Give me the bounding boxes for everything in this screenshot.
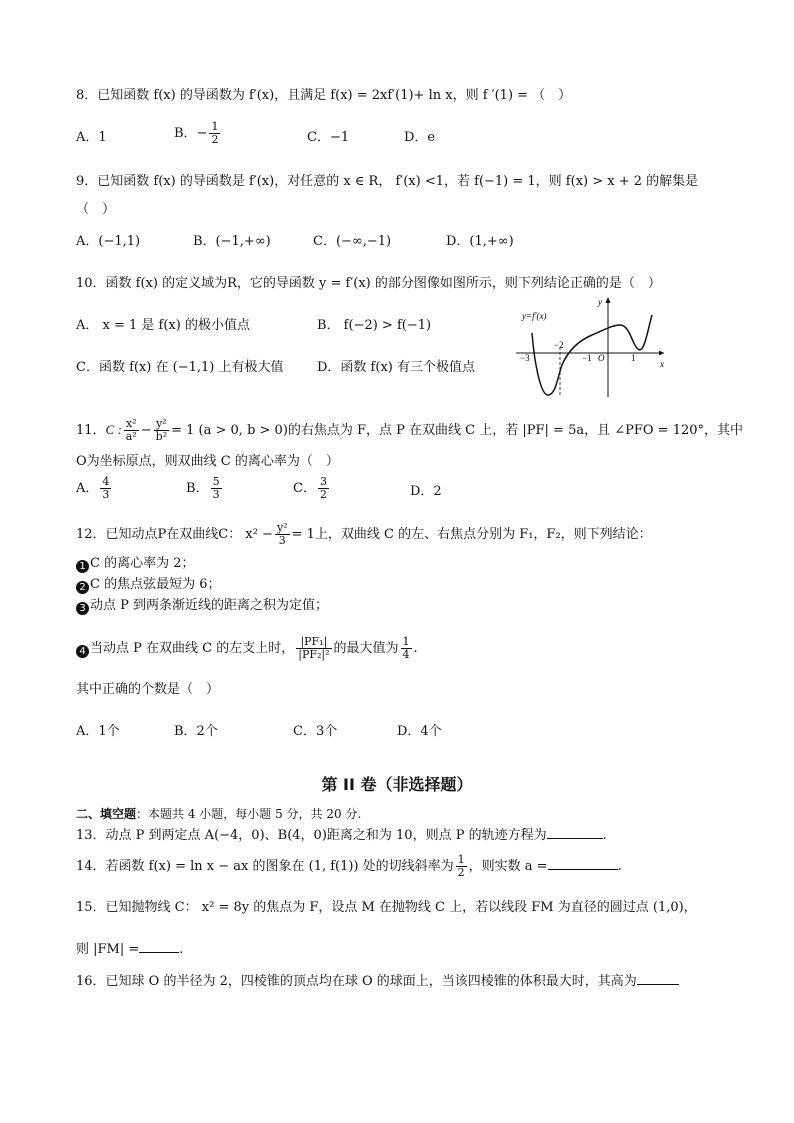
- q16-answer-blank: [637, 984, 679, 985]
- q12-option-d: D．4个: [397, 724, 442, 739]
- y-axis-arrow: [606, 297, 611, 303]
- q14-text: 14．若函数 f(x) = ln x − ax 的图象在 (1, f(1)) 处的切线斜率为 $\frac{1}{2}$ ，则实数 a = .: [76, 853, 622, 879]
- x-axis-arrow: [659, 351, 664, 356]
- q8-option-c: C．−1: [307, 130, 350, 145]
- tick-minus-2: −2: [554, 340, 564, 350]
- q8-option-a: A．1: [76, 130, 107, 145]
- q12-item-4: 4 当动点 P 在双曲线 C 的左支上时， $\frac{\text{|PF₁|}}{\text{|PF₂|²}}$ 的最大值为 $\frac{1}{4}$ .: [76, 636, 418, 661]
- q10-option-d: D．函数 f(x) 有三个极值点: [317, 360, 475, 375]
- q12-option-c: C．3个: [293, 724, 338, 739]
- q11-option-b: B． $\frac{5}{3}$: [186, 475, 220, 501]
- q10-option-c: C．函数 f(x) 在 (−1,1) 上有极大值: [76, 360, 284, 375]
- q10-stem: 10．函数 f(x) 的定义域为R，它的导函数 y = f′(x) 的部分图像如图所示，则下列结论正确的是（ ）: [76, 276, 661, 291]
- curve-label: y=f′(x): [522, 311, 547, 321]
- q8-option-b: B．− $\frac{1}{2}$: [174, 120, 219, 146]
- q12-item-3: 3 动点 P 到两条渐近线的距离之积为定值；: [76, 596, 328, 616]
- q12-option-a: A．1个: [76, 724, 120, 739]
- q9-option-c: C．(−∞,−1): [313, 234, 392, 249]
- y-axis-label: y: [598, 297, 602, 307]
- q9-option-d: D．(1,+∞): [446, 234, 514, 249]
- q11-stem-continued: O为坐标原点，则双曲线 C 的离心率为（ ）: [76, 454, 339, 469]
- q8-option-d: D．e: [404, 130, 436, 145]
- origin-label: O: [598, 353, 605, 363]
- q15-answer-blank: [139, 952, 179, 953]
- q9-option-b: B．(−1,+∞): [193, 234, 271, 249]
- section-heading: 二、填空题：本题共 4 小题，每小题 5 分，共 20 分.: [76, 807, 362, 821]
- q11-stem: 11．C : $\frac{\text{x²}}{\text{a²}}$ − $\frac{\text{y²}}{\text{b²}}$ = 1 (a > 0, b > 0)的右焦点为 F，点 P 在双曲线 C 上，若 |PF| = 5a，且 ∠PFO = 120°，其中: [76, 417, 744, 443]
- q10-option-b: B． f(−2) > f(−1): [317, 318, 432, 333]
- tick-minus-1: −1: [582, 353, 592, 363]
- tick-minus-3: −3: [520, 353, 530, 363]
- q12-item-2: 2 C 的焦点弦最短为 6；: [76, 575, 220, 595]
- q9-stem-continued: （ ）: [76, 202, 116, 217]
- q10-option-a: A． x = 1 是 f(x) 的极小值点: [76, 318, 250, 333]
- q12-option-b: B．2个: [174, 724, 218, 739]
- q15-text-continued: 则 |FM| = .: [76, 942, 184, 957]
- q16-text: 16．已知球 O 的半径为 2，四棱锥的顶点均在球 O 的球面上，当该四棱锥的体积最大时，其高为: [76, 972, 679, 992]
- q11-option-a: A． $\frac{4}{3}$: [76, 475, 110, 501]
- q12-item-1: 1 C 的离心率为 2；: [76, 554, 194, 574]
- q14-answer-blank: [548, 869, 618, 870]
- q9-option-a: A．(−1,1): [76, 234, 141, 249]
- q9-stem: 9．已知函数 f(x) 的导函数是 f′(x)，对任意的 x ∈ R， f′(x) <1，若 f(−1) = 1，则 f(x) > x + 2 的解集是: [76, 174, 699, 189]
- derivative-graph: [512, 293, 672, 403]
- q15-text: 15．已知抛物线 C： x² = 8y 的焦点为 F，设点 M 在抛物线 C 上，若以线段 FM 为直径的圆过点 (1,0)，: [76, 900, 697, 915]
- q12-question: 其中正确的个数是（ ）: [76, 682, 220, 697]
- q13-answer-blank: [547, 838, 603, 839]
- tick-1: 1: [631, 353, 636, 363]
- q12-stem: 12．已知动点P在双曲线C： x² − $\frac{\text{y²}}{3}$ = 1上，双曲线 C 的左、右焦点分别为 F₁，F₂，则下列结论：: [76, 521, 652, 547]
- q11-option-c: C． $\frac{3}{2}$: [293, 475, 327, 501]
- section-title: 第 II 卷（非选择题）: [321, 775, 473, 794]
- q8-stem: 8．已知函数 f(x) 的导函数为 f′(x)，且满足 f(x) = 2xf′(1)+ ln x，则 f ′(1) = （ ）: [76, 88, 572, 103]
- q11-option-d: D．2: [410, 484, 442, 499]
- q13-text: 13．动点 P 到两定点 A(−4，0)、B(4，0)距离之和为 10，则点 P 的轨迹方程为 .: [76, 828, 607, 843]
- x-axis-label: x: [660, 359, 664, 369]
